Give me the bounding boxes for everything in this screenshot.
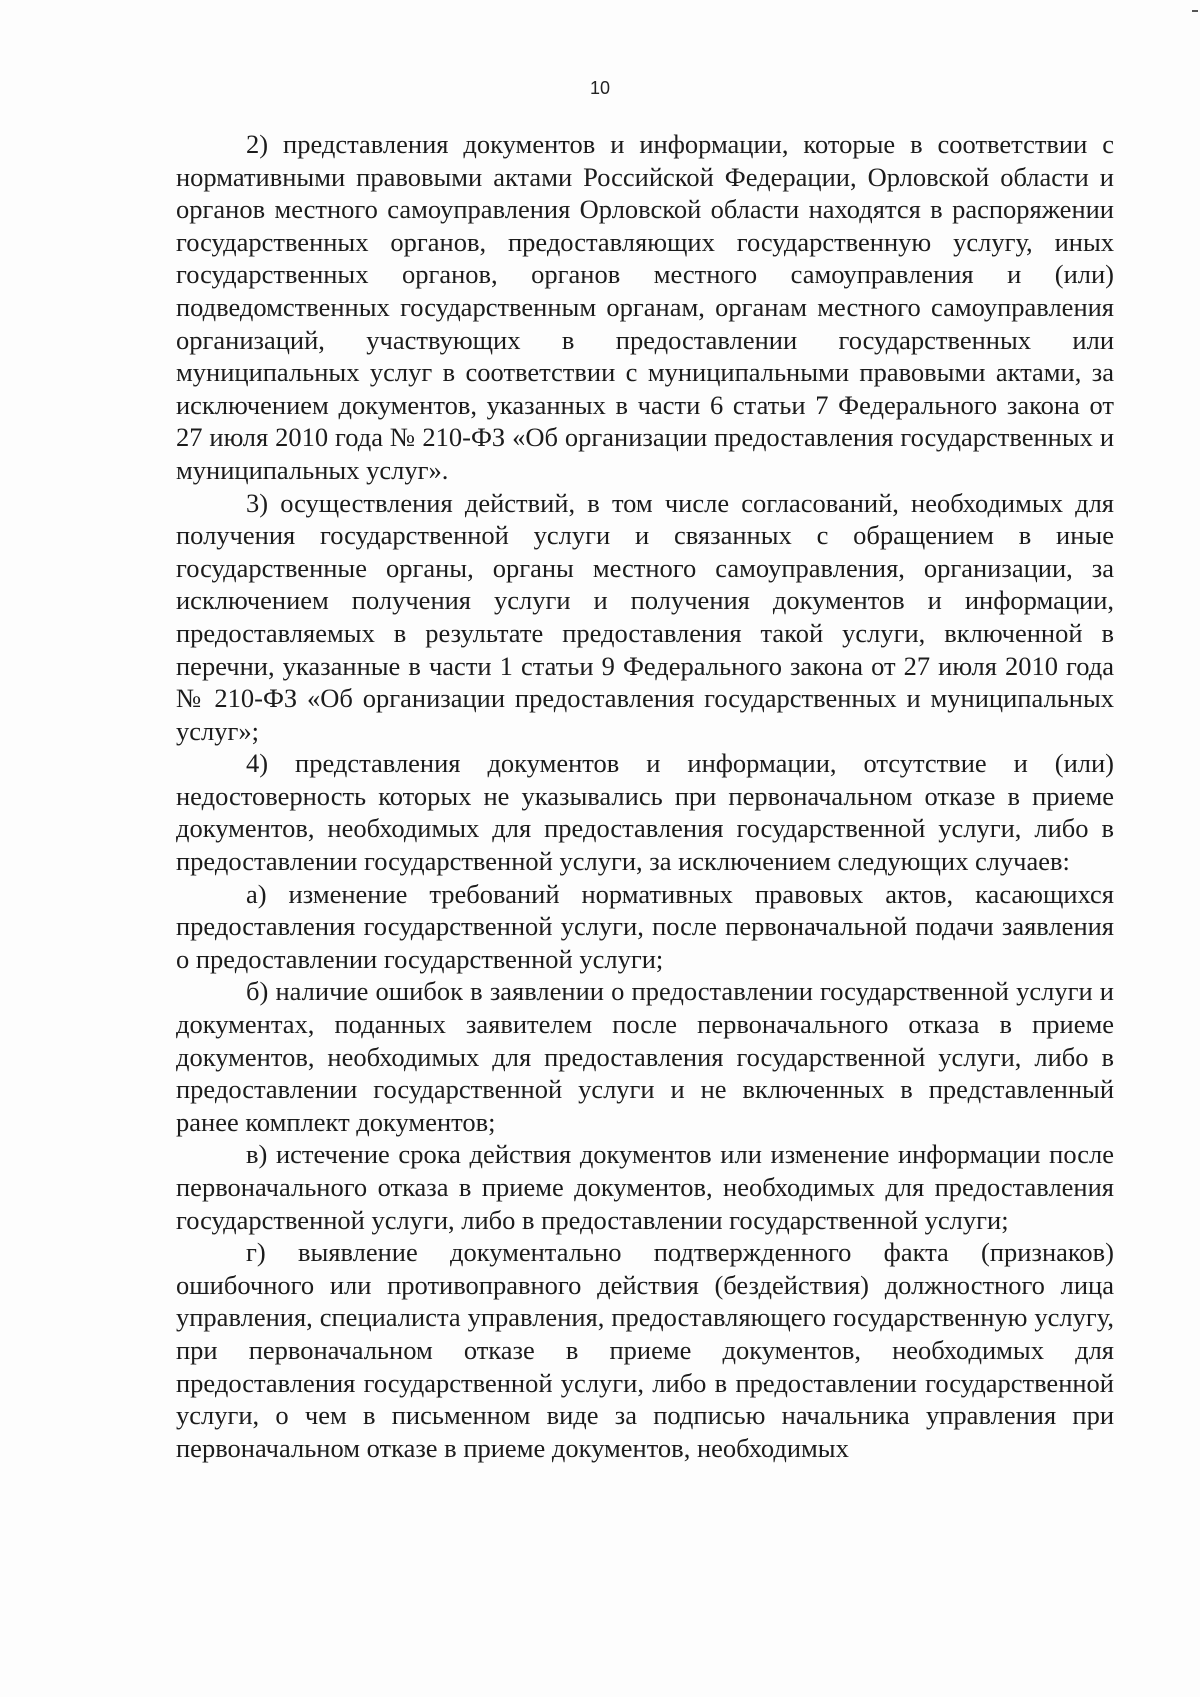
- paragraph-item-3: 3) осуществления действий, в том числе согласований, необходимых для получения государственной услуги и связанных с обращением в иные государственные органы, органы местного самоуправления, организации, за исключением получения услуги и получения документов и информации, предоставляемых в результате предоставления такой услуги, включенной в перечни, указанные в части 1 статьи 9 Федерального закона от 27 июля 2010 года № 210-ФЗ «Об организации предоставления государственных и муниципальных услуг»;: [176, 487, 1114, 746]
- paragraph-item-4: 4) представления документов и информации, отсутствие и (или) недостоверность которых не указывались при первоначальном отказе в приеме документов, необходимых для предоставления государственной услуги, либо в предоставлении государственной услуги, за исключением следующих случаев:: [176, 748, 1114, 877]
- paragraph-subitem-g: г) выявление документально подтвержденного факта (признаков) ошибочного или противоправного действия (бездействия) должностного лица управления, специалиста управления, предоставляющего государственную услугу, при первоначальном отказе в приеме документов, необходимых для предоставления государственной услуги, либо в предоставлении государственной услуги, о чем в письменном виде за подписью начальника управления при первоначальном отказе в приеме документов, необходимых: [176, 1237, 1114, 1463]
- page-number: 10: [589, 78, 611, 98]
- paragraph-subitem-b: б) наличие ошибок в заявлении о предоставлении государственной услуги и документах, поданных заявителем после первоначального отказа в приеме документов, необходимых для предоставления государственной услуги, либо в предоставлении государственной услуги и не включенных в представленный ранее комплект документов;: [176, 976, 1114, 1137]
- paragraph-item-2: 2) представления документов и информации, которые в соответствии с нормативными правовыми актами Российской Федерации, Орловской области и органов местного самоуправления Орловской области находятся в распоряжении государственных органов, предоставляющих государственную услугу, иных государственных органов, органов местного самоуправления и (или) подведомственных государственным органам, органам местного самоуправления организаций, участвующих в предоставлении государственных или муниципальных услуг в соответствии с муниципальными правовыми актами, за исключением документов, указанных в части 6 статьи 7 Федерального закона от 27 июля 2010 года № 210-ФЗ «Об организации предоставления государственных и муниципальных услуг».: [176, 129, 1114, 485]
- paragraph-subitem-a: а) изменение требований нормативных правовых актов, касающихся предоставления государственной услуги, после первоначальной подачи заявления о предоставлении государственной услуги;: [176, 878, 1114, 974]
- scan-edge-mark: [1192, 10, 1198, 12]
- paragraph-subitem-v: в) истечение срока действия документов или изменение информации после первоначального отказа в приеме документов, необходимых для предоставления государственной услуги, либо в предоставлении государственной услуги;: [176, 1139, 1114, 1235]
- document-body: [176, 128, 1114, 1464]
